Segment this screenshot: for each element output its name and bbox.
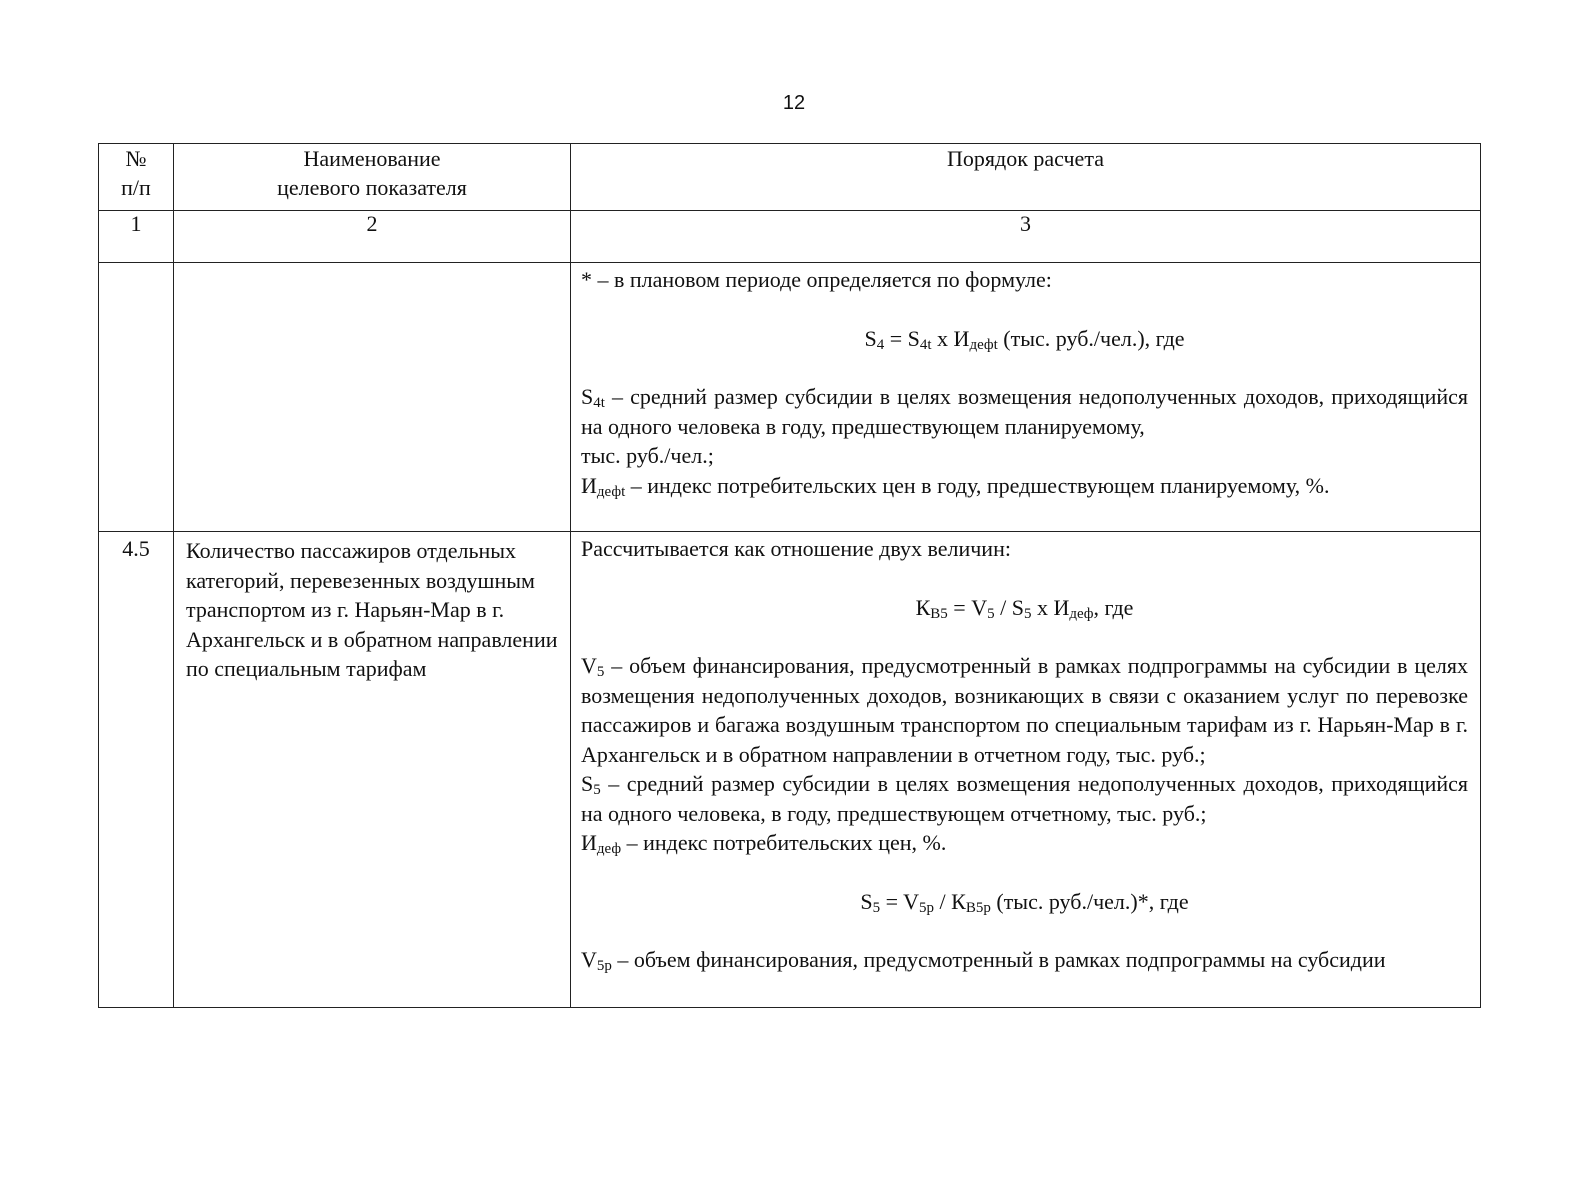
row-number	[99, 263, 174, 532]
indicator-name	[174, 263, 571, 532]
table-row	[99, 532, 1481, 1008]
row-number: 4.5	[99, 532, 174, 1008]
formula-s4: $S_4 = S_{4t}$ x $И_{дефt}$ (тыс. руб./чел.), где	[864, 325, 1185, 353]
column-number-2: 2	[174, 211, 571, 263]
indicator-name: Количество пассажиров отдельных категорий, перевезенных воздушным транспортом из г. Нарьян-Мар в г. Архангельск и в обратном направлении по специальным тарифам	[174, 532, 571, 1008]
definition-v5: $V_5$ – объем финансирования, предусмотренный в рамках подпрограммы на субсидии в целях возмещения недополученных доходов, возникающих в связи с оказанием услуг по перевозке пассажиров и багажа воздушным транспортом по специальным тарифам из г. Нарьян-Мар в г. Архангельск и в обратном направлении в отчетном году, тыс. руб.;	[581, 653, 1468, 767]
header-no	[99, 144, 174, 211]
formula-s5: $S_5 = V_{5p} / К_{В5р}$ (тыс. руб./чел.)*, где	[860, 888, 1189, 916]
column-number-1: 1	[99, 211, 174, 263]
formula-kv5: $К_{В5} = V_5 / S_5$ x $И_{деф}$, где	[915, 594, 1134, 622]
header-name	[174, 144, 571, 211]
header-calc: Порядок расчета	[571, 144, 1481, 211]
column-numbers-row	[99, 211, 1481, 263]
header-row	[99, 144, 1481, 211]
definition-ideff: $И_{деф}$ – индекс потребительских цен, %.	[581, 830, 947, 857]
definition-s4t: $S_{4t}$ – средний размер субсидии в целях возмещения недополученных доходов, приходящийся на одного человека в году, предшествующем планируемому, тыс. руб./чел.;	[581, 384, 1468, 468]
indicators-table	[98, 143, 1481, 1008]
table-row	[99, 263, 1481, 532]
header-name-line2: целевого показателя	[277, 175, 467, 200]
header-no-line2: п/п	[121, 175, 151, 200]
calc-intro: Рассчитывается как отношение двух величин:	[581, 536, 1011, 561]
page-number: 12	[782, 92, 806, 114]
calculation-cell	[571, 532, 1481, 1008]
column-number-3: 3	[571, 211, 1481, 263]
header-name-line1: Наименование	[303, 146, 441, 171]
calc-intro: * – в плановом периоде определяется по формуле:	[581, 267, 1052, 292]
definition-s5: $S_5$ – средний размер субсидии в целях возмещения недополученных доходов, приходящийся на одного человека, в году, предшествующем отчетному, тыс. руб.;	[581, 771, 1468, 826]
calculation-cell	[571, 263, 1481, 532]
definition-ideft: $И_{дефt}$ – индекс потребительских цен в году, предшествующем планируемому, %.	[581, 472, 1330, 500]
definition-v5p: $V_{5р}$ – объем финансирования, предусмотренный в рамках подпрограммы на субсидии	[581, 947, 1386, 974]
header-no-line1: №	[125, 146, 147, 171]
